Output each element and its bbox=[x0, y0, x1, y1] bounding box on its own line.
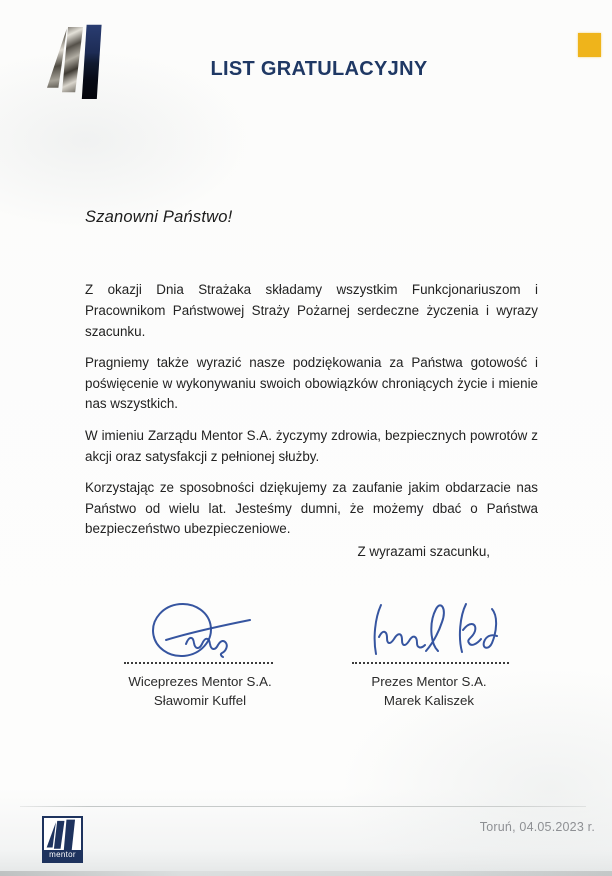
signatory-name: Marek Kaliszek bbox=[383, 692, 475, 708]
mentor-logo-text: mentor bbox=[44, 850, 81, 861]
mentor-logo-field bbox=[44, 818, 81, 861]
footer-divider bbox=[20, 806, 586, 807]
signatory-name: Sławomir Kuffel bbox=[153, 692, 247, 708]
signature-block-right bbox=[339, 673, 519, 710]
signature-block-left bbox=[110, 673, 290, 710]
letter-paragraph: Pragniemy także wyrazić nasze podziękowania za Państwa gotowość i poświęcenie w wykonywaniu swoich obowiązków chroniących życie i mienie nas wszystkich. bbox=[85, 354, 538, 412]
letter-paragraph: W imieniu Zarządu Mentor S.A. życzymy zdrowia, bezpiecznych powrotów z akcji oraz satysfakcji z pełnionej służby. bbox=[85, 427, 538, 464]
date-location-text: Toruń, 04.05.2023 r. bbox=[479, 820, 595, 834]
signature-handwriting-icon bbox=[368, 602, 508, 660]
closing-text: Z wyrazami szacunku, bbox=[357, 544, 490, 559]
letter-body bbox=[85, 280, 538, 551]
accent-square-icon bbox=[578, 33, 601, 57]
mentor-logo-m-shapes bbox=[46, 819, 79, 850]
signatory-role: Prezes Mentor S.A. bbox=[371, 674, 487, 689]
signatory-role: Wiceprezes Mentor S.A. bbox=[128, 674, 272, 689]
letter-title: LIST GRATULACYJNY bbox=[210, 58, 428, 80]
letter-paragraph: Korzystając ze sposobności dziękujemy za zaufanie jakim obdarzacie nas Państwo od wielu lat. Jesteśmy dumni, że możemy dbać o Państwa bezpieczeństwo ubezpieczeniowe. bbox=[85, 479, 538, 537]
signature-dotted-line bbox=[124, 662, 273, 664]
greeting-text: Szanowni Państwo! bbox=[85, 208, 233, 226]
mentor-footer-logo-icon bbox=[42, 816, 83, 863]
letter-paragraph: Z okazji Dnia Strażaka składamy wszystkim Funkcjonariuszom i Pracownikom Państwowej Straży Pożarnej serdeczne życzenia i wyrazy szacunku. bbox=[85, 282, 538, 339]
signature-handwriting-icon bbox=[152, 600, 252, 660]
signature-dotted-line bbox=[352, 662, 509, 664]
